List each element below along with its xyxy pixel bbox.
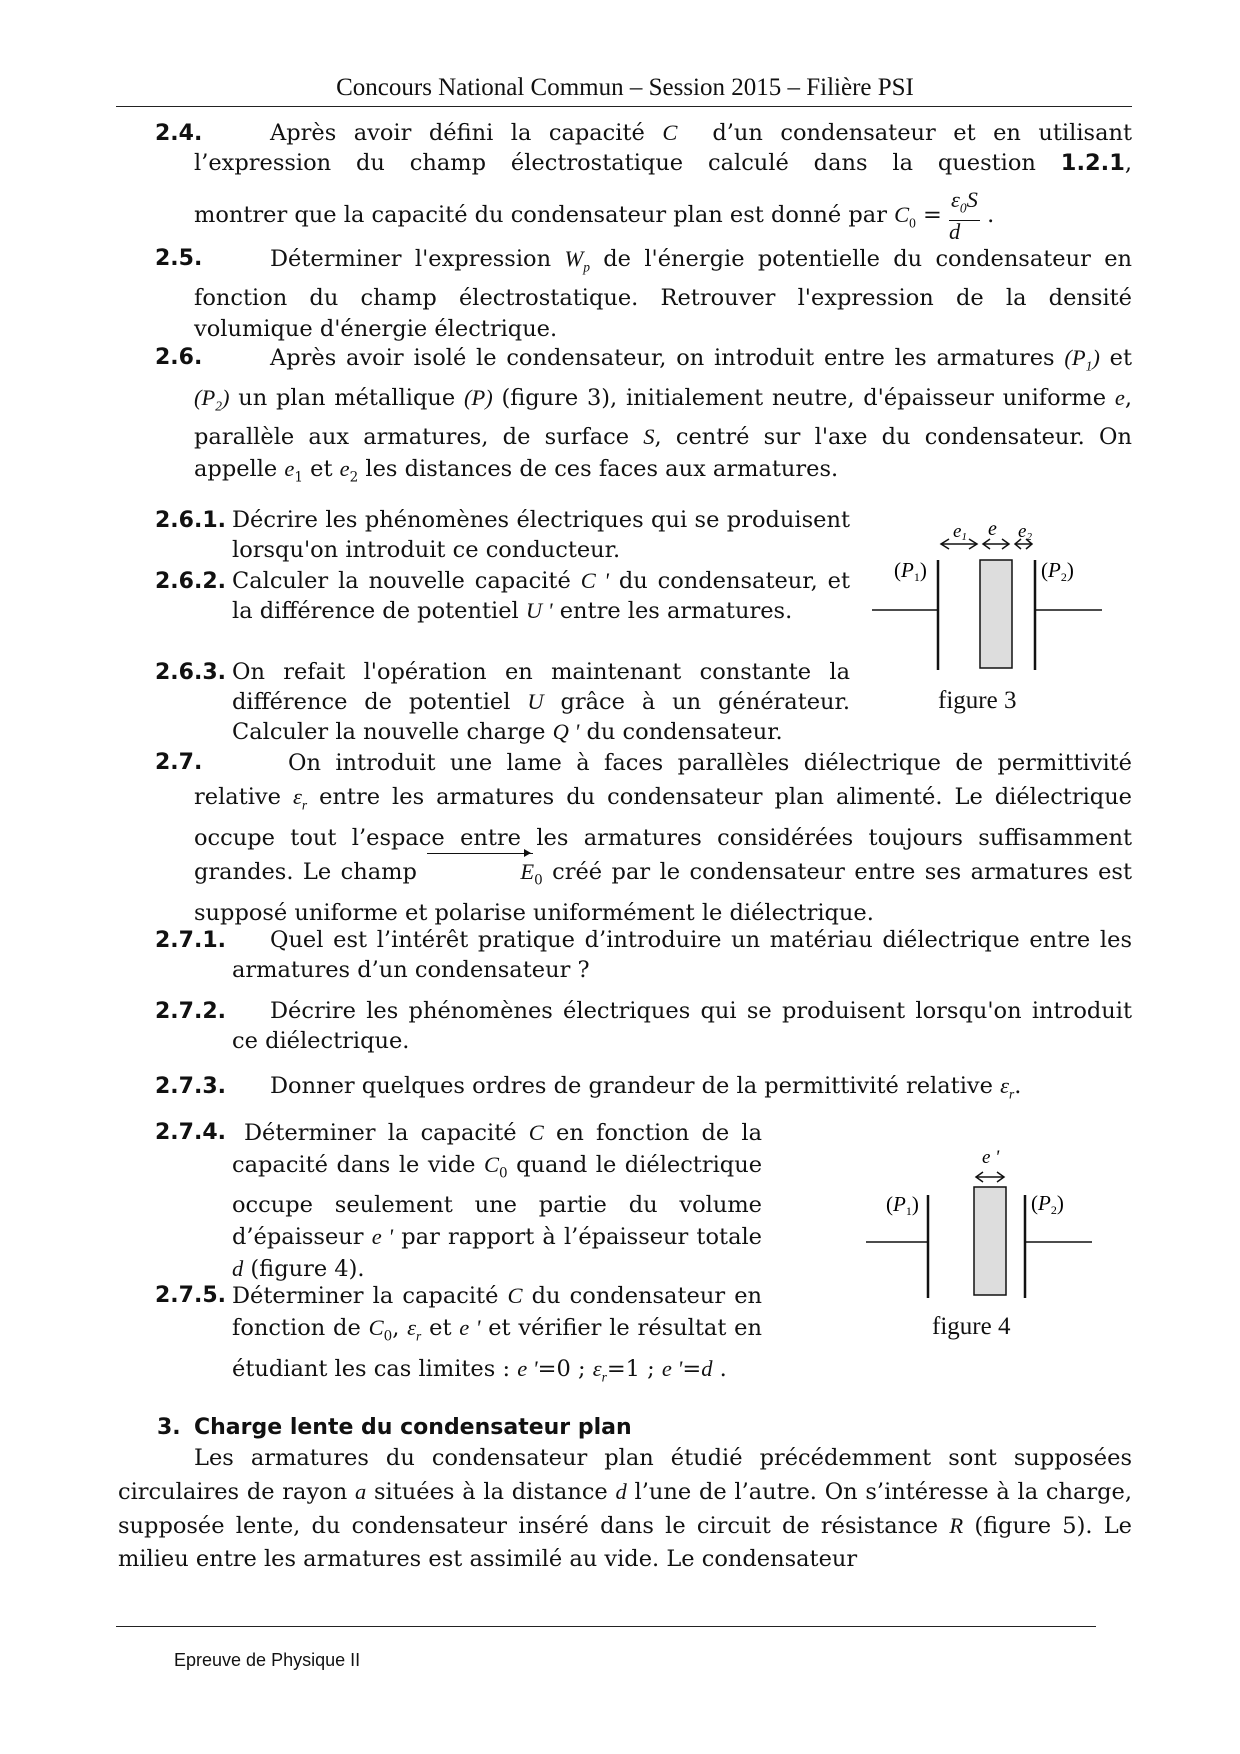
section-3-paragraph: Les armatures du condensateur plan étudié précédemment sont supposées circulaires de rayon a situées à la distance d l’une de l’autre. On s’intéresse à la charge, supposée lente, du condensateur inséré dans le circuit de résistance R (figure 5). Le milieu entre les armatures est assimilé au vide. Le condensateur (118, 1445, 1133, 1572)
q262-number: 2.6.2. (155, 569, 226, 594)
header-rule (116, 106, 1132, 107)
q275-number: 2.7.5. (155, 1283, 226, 1308)
label-p1: (P1) (894, 558, 927, 584)
q274-text: Déterminer la capacité C en fonction de la capacité dans le vide $C_0$ quand le diélectrique occupe seulement une partie du volume d’épaisseur e ' par rapport à l’épaisseur totale d (figure 4). (232, 1120, 763, 1282)
section-3-title: Charge lente du condensateur plan (194, 1415, 632, 1440)
q26-number: 2.6. (155, 345, 203, 370)
q24-formula-line: montrer que la capacité du condensateur plan est donné par $C_0$ = $\frac{\varepsilon_0S}{d}$ . (194, 187, 995, 244)
label-e: e (988, 518, 997, 540)
q24-text: Après avoir défini la capacité C d’un condensateur et en utilisant l’expression du champ électrostatique calculé dans la question 1.2.1, (194, 120, 1133, 176)
q261-text: Décrire les phénomènes électriques qui se produisent lorsqu'on introduit ce conducteur. (232, 507, 850, 563)
figure-4-caption: figure 4 (932, 1313, 1011, 1340)
thickness-arrow (976, 1172, 1004, 1182)
figure-3-caption: figure 3 (938, 687, 1017, 714)
label-e1: e1 (953, 521, 967, 543)
figure-3-diagram (870, 515, 1140, 675)
q27-text: On introduit une lame à faces parallèles diélectrique de permittivité relative $\varepsilon_r$ entre les armatures du condensateur plan alimenté. Le diélectrique occupe tout l’espace entre les armatures considérées toujours suffisamment grandes. Le champ $E_0$ créé par le condensateur entre ses armatures est supposé uniforme et polarise uniformément le diélectrique. (194, 750, 1133, 926)
q275-text: Déterminer la capacité C du condensateur en fonction de $C_0$, $\varepsilon_r$ et e ' et vérifier le résultat en étudiant les cas limites : e '=0 ; $\varepsilon_r=1$ ; e '=d . (232, 1283, 763, 1384)
section-3-number: 3. (157, 1415, 181, 1440)
q273-text: Donner quelques ordres de grandeur de la permittivité relative $\varepsilon_r$. (270, 1073, 1022, 1102)
q273-number: 2.7.3. (155, 1074, 226, 1099)
q274-number: 2.7.4. (155, 1120, 226, 1145)
q272-number: 2.7.2. (155, 999, 226, 1024)
label-p1: (P1) (886, 1192, 919, 1218)
label-e2: e2 (1018, 521, 1032, 543)
q24-number: 2.4. (155, 121, 203, 146)
q262-text: Calculer la nouvelle capacité C ' du condensateur, et la différence de potentiel U ' entre les armatures. (232, 568, 850, 624)
q263-text: On refait l'opération en maintenant constante la différence de potentiel U grâce à un générateur. Calculer la nouvelle charge Q ' du condensateur. (232, 659, 850, 745)
q25-text: Déterminer l'expression $W_p$ de l'énergie potentielle du condensateur en fonction du champ électrostatique. Retrouver l'expression de la densité volumique d'énergie électrique. (194, 246, 1133, 342)
q263-number: 2.6.3. (155, 660, 226, 685)
capacitance-formula: $\frac{\varepsilon_0S}{d}$ (949, 187, 978, 244)
q272-text: Décrire les phénomènes électriques qui se produisent lorsqu'on introduit ce diélectrique. (232, 998, 1132, 1054)
q271-number: 2.7.1. (155, 928, 226, 953)
label-p2: (P2) (1041, 558, 1074, 584)
page-header: Concours National Commun – Session 2015 – Filière PSI (336, 74, 914, 101)
q271-text: Quel est l’intérêt pratique d’introduire un matériau diélectrique entre les armatures d’un condensateur ? (232, 927, 1132, 983)
dielectric-slab (974, 1187, 1006, 1295)
q26-text: Après avoir isolé le condensateur, on introduit entre les armatures $(P_1)$ et $(P_2)$ un plan métallique (P) (figure 3), initialement neutre, d'épaisseur uniforme e, parallèle aux armatures, de surface S, centré sur l'axe du condensateur. On appelle $e_1$ et $e_2$ les distances de ces faces aux armatures. (194, 345, 1132, 486)
q25-number: 2.5. (155, 246, 203, 271)
figure-4-diagram (860, 1140, 1110, 1300)
q261-number: 2.6.1. (155, 508, 226, 533)
footer-rule (116, 1626, 1096, 1627)
metal-plate (980, 560, 1012, 668)
q27-number: 2.7. (155, 750, 203, 775)
label-e-prime: e ' (982, 1147, 1000, 1168)
label-p2: (P2) (1031, 1191, 1064, 1217)
page-footer: Epreuve de Physique II (174, 1650, 361, 1670)
